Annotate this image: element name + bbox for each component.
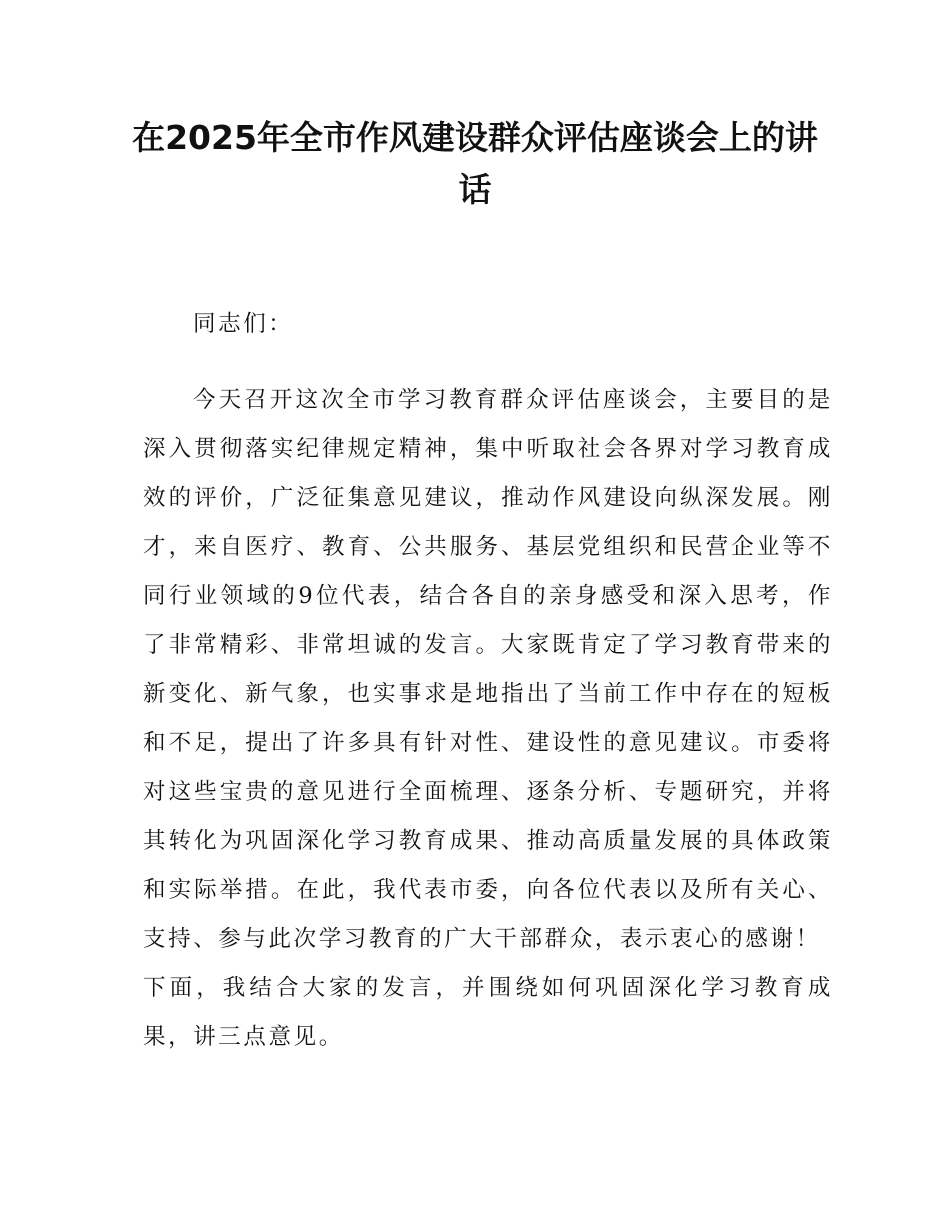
paragraph-intro: 今天召开这次全市学习教育群众评估座谈会，主要目的是深入贯彻落实纪律规定精神，集中听取社会各界对学习教育成效的评价，广泛征集意见建议，推动作风建设向纵深发展。刚才，来自医疗、教育、公共服务、基层党组织和民营企业等不同行业领域的9位代表，结合各自的亲身感受和深入思考，作了非常精彩、非常坦诚的发言。大家既肯定了学习教育带来的新变化、新气象，也实事求是地指出了当前工作中存在的短板和不足，提出了许多具有针对性、建设性的意见建议。市委将对这些宝贵的意见进行全面梳理、逐条分析、专题研究，并将其转化为巩固深化学习教育成果、推动高质量发展的具体政策和实际举措。在此，我代表市委，向各位代表以及所有关心、支持、参与此次学习教育的广大干部群众，表示衷心的感谢！ [143,387,833,952]
document-body [143,300,833,1062]
paragraph-transition: 下面，我结合大家的发言，并围绕如何巩固深化学习教育成果，讲三点意见。 [143,975,833,1050]
document-title: 在2025年全市作风建设群众评估座谈会上的讲话 [132,118,818,209]
salutation: 同志们： [193,311,294,337]
